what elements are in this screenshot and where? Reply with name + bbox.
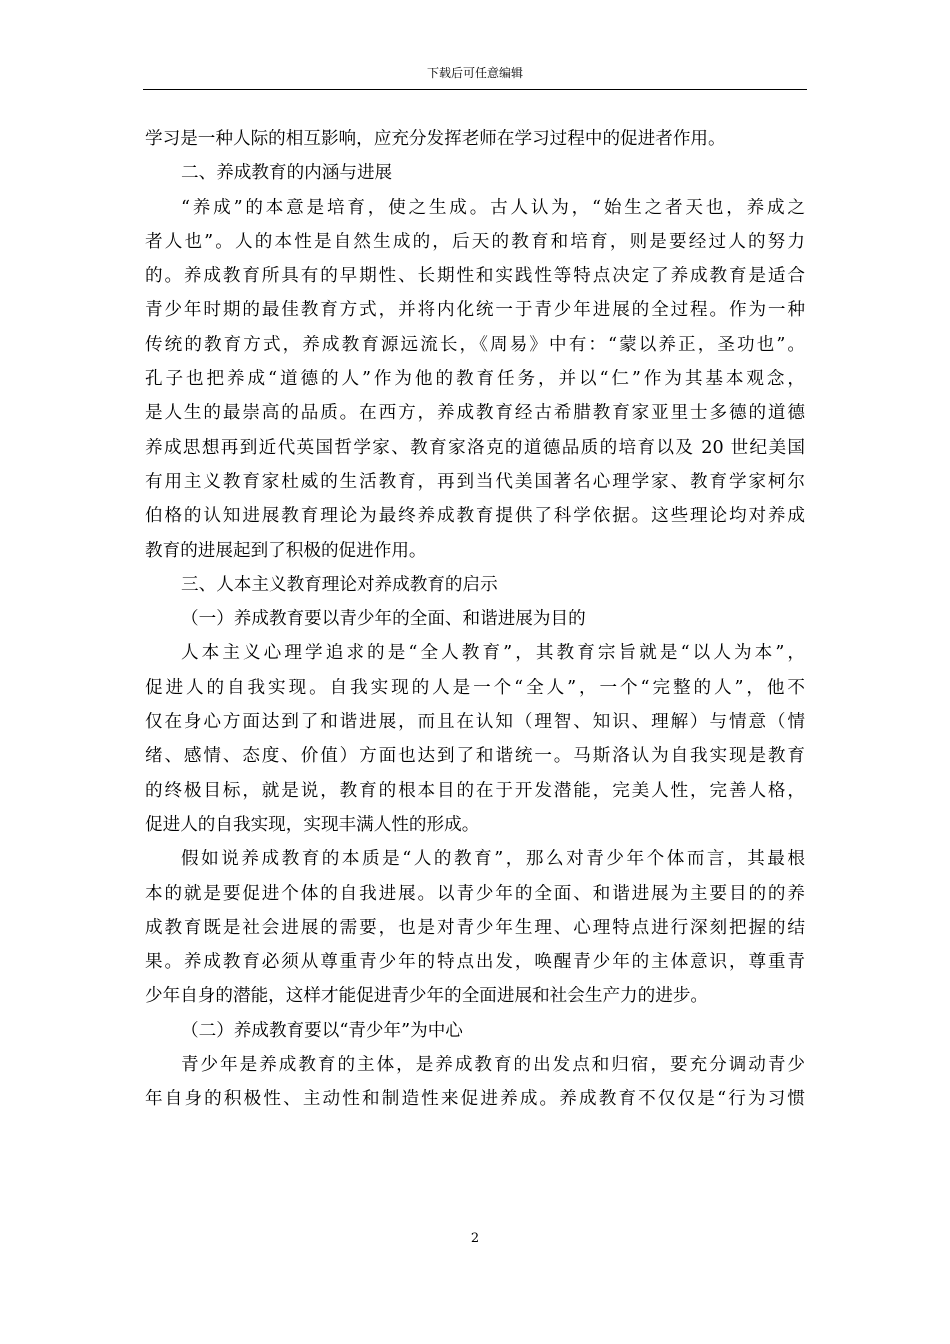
text-line: 年自身的积极性、主动性和制造性来促进养成。养成教育不仅仅是“行为习惯 [145,1089,805,1110]
text-line: 成教育既是社会进展的需要，也是对青少年生理、心理特点进行深刻把握的结 [145,917,805,938]
section-heading: 三、人本主义教育理论对养成教育的启示 [181,574,498,595]
body-text [145,122,805,1117]
text-line: 假如说养成教育的本质是“人的教育”，那么对青少年个体而言，其最根 [181,849,805,870]
text-line: 者人也”。人的本性是自然生成的，后天的教育和培育，则是要经过人的努力 [145,231,805,252]
subsection-heading: （二）养成教育要以“青少年”为中心 [181,1020,463,1041]
text-line: 人本主义心理学追求的是“全人教育”，其教育宗旨就是“以人为本”， [181,643,805,664]
text-line: 有用主义教育家杜威的生活教育，再到当代美国著名心理学家、教育学家柯尔 [145,471,805,492]
text-line: 绪、感情、态度、价值）方面也达到了和谐统一。马斯洛认为自我实现是教育 [145,746,805,767]
subsection-heading: （一）养成教育要以青少年的全面、和谐进展为目的 [181,609,586,630]
text-line: 的。养成教育所具有的早期性、长期性和实践性等特点决定了养成教育是适合 [145,266,805,287]
text-line: 促进人的自我实现。自我实现的人是一个“全人”，一个“完整的人”，他不 [145,677,805,698]
page-header: 下载后可任意编辑 [426,66,523,80]
page-number: 2 [470,1231,480,1246]
header-divider [143,89,807,90]
text-line: 是人生的最崇高的品质。在西方，养成教育经古希腊教育家亚里士多德的道德 [145,403,805,424]
text-line: 伯格的认知进展教育理论为最终养成教育提供了科学依据。这些理论均对养成 [145,506,805,527]
text-line: “养成”的本意是培育，使之生成。古人认为，“始生之者天也，养成之 [181,197,805,218]
text-line: 青少年是养成教育的主体，是养成教育的出发点和归宿，要充分调动青少 [181,1055,805,1076]
text-line: 少年自身的潜能，这样才能促进青少年的全面进展和社会生产力的进步。 [145,986,709,1007]
text-line: 孔子也把养成“道德的人”作为他的教育任务，并以“仁”作为其基本观念， [145,369,805,390]
text-line: 仅在身心方面达到了和谐进展，而且在认知（理智、知识、理解）与情意（情 [145,712,805,733]
text-line: 教育的进展起到了积极的促进作用。 [145,540,427,561]
text-line: 养成思想再到近代英国哲学家、教育家洛克的道德品质的培育以及 20 世纪美国 [145,437,805,458]
text-line: 本的就是要促进个体的自我进展。以青少年的全面、和谐进展为主要目的的养 [145,883,805,904]
text-line: 果。养成教育必须从尊重青少年的特点出发，唤醒青少年的主体意识，尊重青 [145,952,805,973]
text-line: 青少年时期的最佳教育方式，并将内化统一于青少年进展的全过程。作为一种 [145,300,805,321]
text-line: 学习是一种人际的相互影响，应充分发挥老师在学习过程中的促进者作用。 [145,129,726,149]
text-line: 的终极目标，就是说，教育的根本目的在于开发潜能，完美人性，完善人格， [145,780,805,801]
section-heading: 二、养成教育的内涵与进展 [181,163,393,184]
text-line: 传统的教育方式，养成教育源远流长，《周易》中有：“蒙以养正，圣功也”。 [145,334,805,355]
text-line: 促进人的自我实现，实现丰满人性的形成。 [145,814,480,835]
